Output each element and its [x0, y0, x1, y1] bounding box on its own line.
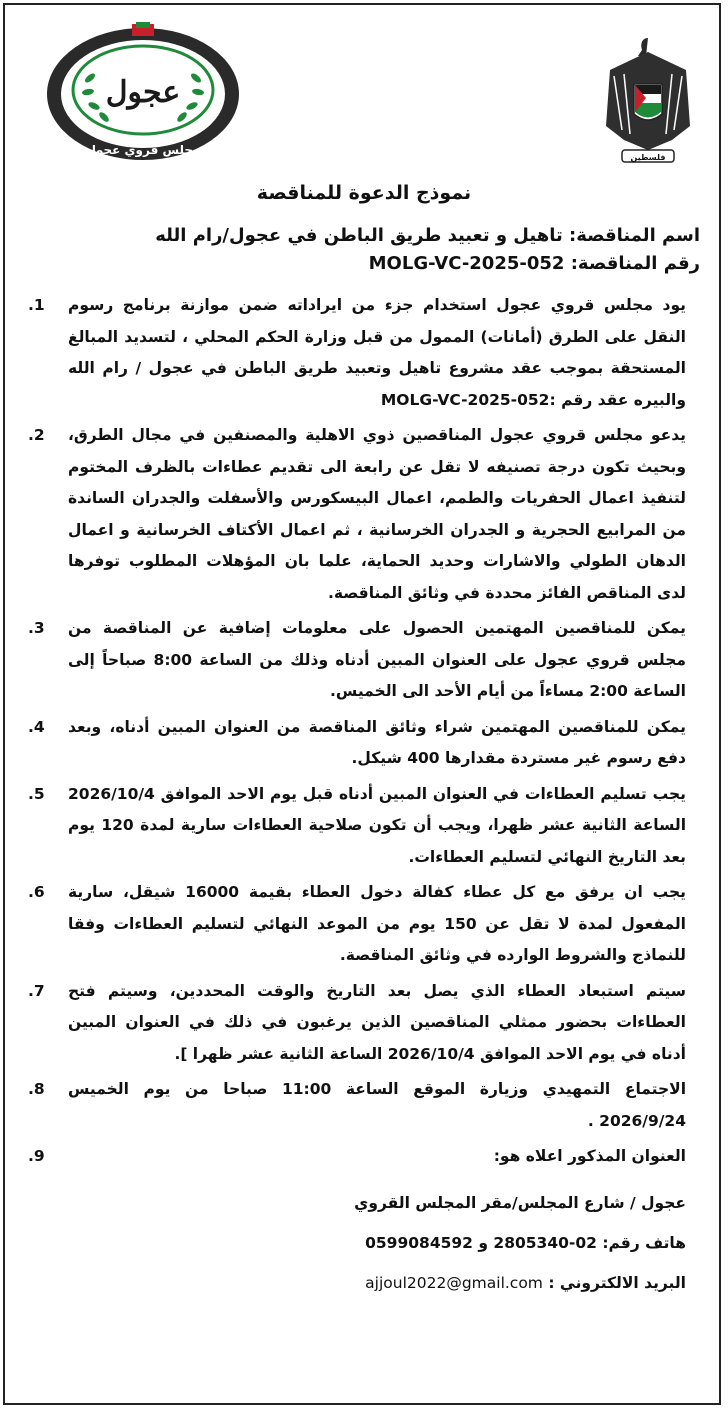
item-text: يود مجلس قروي عجول استخدام جزء من ايراداته ضمن موازنة برنامج رسوم النقل على الطرق (أمانات) الممول من قبل وزارة الحكم المحلي ، لتسديد المبالغ المستحقة بموجب عقد مشروع تاهيل وتعبيد طريق الباطن في عجول / رام الله والبيره عقد رقم :MOLG-VC-2025-052	[68, 296, 686, 409]
item-number: .9	[28, 1147, 45, 1165]
item-number: .6	[28, 883, 45, 901]
list-item	[28, 1074, 700, 1137]
tender-number: MOLG-VC-2025-052	[368, 253, 565, 274]
item-text: الاجتماع التمهيدي وزيارة الموقع الساعة 11:00 صباحا من يوم الخميس 2026/9/24 .	[68, 1080, 687, 1130]
item-text: يدعو مجلس قروي عجول المناقصين ذوي الاهلية والمصنفين في مجال الطرق، وبحيث تكون درجة تصنيفه لا تقل عن رابعة الى تقديم عطاءات بالظرف المختوم لتنفيذ اعمال الحفريات والطمم، اعمال البيسكورس والأسفلت والجدران الساندة من المرابيع الحجرية و الجدران الخرسانية ، ثم اعمال الأكتاف الخرسانية و اعمال الدهان الطولي والاشارات وحديد الحماية، علما بان المؤهلات المطلوب توفرها لدى المناقص الفائز محددة في وثائق المناقصة.	[68, 426, 686, 602]
seal-emblem-text: عجول	[105, 75, 181, 110]
seal-ring-text: مجلس قروي عجول	[85, 143, 201, 157]
item-number: .8	[28, 1080, 45, 1098]
tender-announcement	[28, 182, 700, 1307]
list-item	[28, 420, 700, 609]
item-text: يمكن للمناقصين المهتمين شراء وثائق المناقصة من العنوان المبين أدناه، وبعد دفع رسوم غير مستردة مقدارها 400 شيكل.	[68, 717, 686, 767]
item-text: يمكن للمناقصين المهتمين الحصول على معلومات إضافية عن المناقصة من مجلس قروي عجول على العنوان المبين أدناه وذلك من الساعة 8:00 صباحاً إلى الساعة 2:00 مساءاً من أيام الأحد الى الخميس.	[68, 619, 686, 700]
list-item	[28, 290, 700, 416]
phone-value: 02-2805340 و 0599084592	[365, 1233, 597, 1252]
emblem-label: فلسطين	[630, 153, 666, 162]
tender-name-line	[28, 222, 700, 250]
item-text: العنوان المذكور اعلاه هو:	[493, 1147, 686, 1165]
phone-label: هاتف رقم:	[602, 1233, 686, 1252]
email-link[interactable]: ajjoul2022@gmail.com	[365, 1273, 543, 1292]
tender-name: تاهيل و تعبيد طريق الباطن في عجول/رام الله	[155, 225, 563, 246]
terms-list	[28, 290, 700, 1173]
list-item	[28, 712, 700, 775]
tender-number-line	[28, 250, 700, 278]
list-item	[28, 613, 700, 708]
contact-block	[28, 1187, 700, 1299]
item-text: سيتم استبعاد العطاء الذي يصل بعد التاريخ والوقت المحددين، وسيتم فتح العطاءات بحضور ممثلي المناقصين الذين يرغبون في ذلك في العنوان المبين أدناه في يوم الاحد الموافق 2026/10/4 الساعة الثانية عشر ظهرا ].	[68, 981, 686, 1063]
phone-line	[28, 1227, 686, 1259]
list-item	[28, 779, 700, 874]
tender-name-label: اسم المناقصة:	[569, 225, 700, 246]
item-number: .3	[28, 619, 45, 637]
item-number: .5	[28, 784, 45, 803]
list-item	[28, 1141, 700, 1173]
council-seal-logo	[44, 22, 242, 164]
item-text: يجب تسليم العطاءات في العنوان المبين أدناه قبل يوم الاحد الموافق 2026/10/4 الساعة الثانية عشر ظهرا، ويجب أن تكون صلاحية العطاءات سارية لمدة 120 يوم بعد التاريخ النهائي لتسليم العطاءات.	[68, 784, 687, 866]
address-line: عجول / شارع المجلس/مقر المجلس القروي	[354, 1193, 686, 1212]
item-number: .2	[28, 426, 45, 444]
email-line	[28, 1267, 686, 1299]
item-number: .1	[28, 296, 45, 314]
palestine-eagle-emblem	[602, 30, 694, 170]
list-item	[28, 877, 700, 972]
item-text: يجب ان يرفق مع كل عطاء كفالة دخول العطاء بقيمة 16000 شيقل، سارية المفعول لمدة لا تقل عن 150 يوم من الموعد النهائي لتسليم العطاءات وفقا للنماذج والشروط الوارده في وثائق المناقصة.	[68, 883, 686, 964]
page-title: نموذج الدعوة للمناقصة	[256, 182, 472, 204]
item-number: .7	[28, 981, 45, 1000]
item-number: .4	[28, 717, 45, 736]
email-label: البريد الالكتروني :	[548, 1273, 686, 1292]
list-item	[28, 976, 700, 1071]
tender-number-label: رقم المناقصة:	[570, 253, 700, 274]
